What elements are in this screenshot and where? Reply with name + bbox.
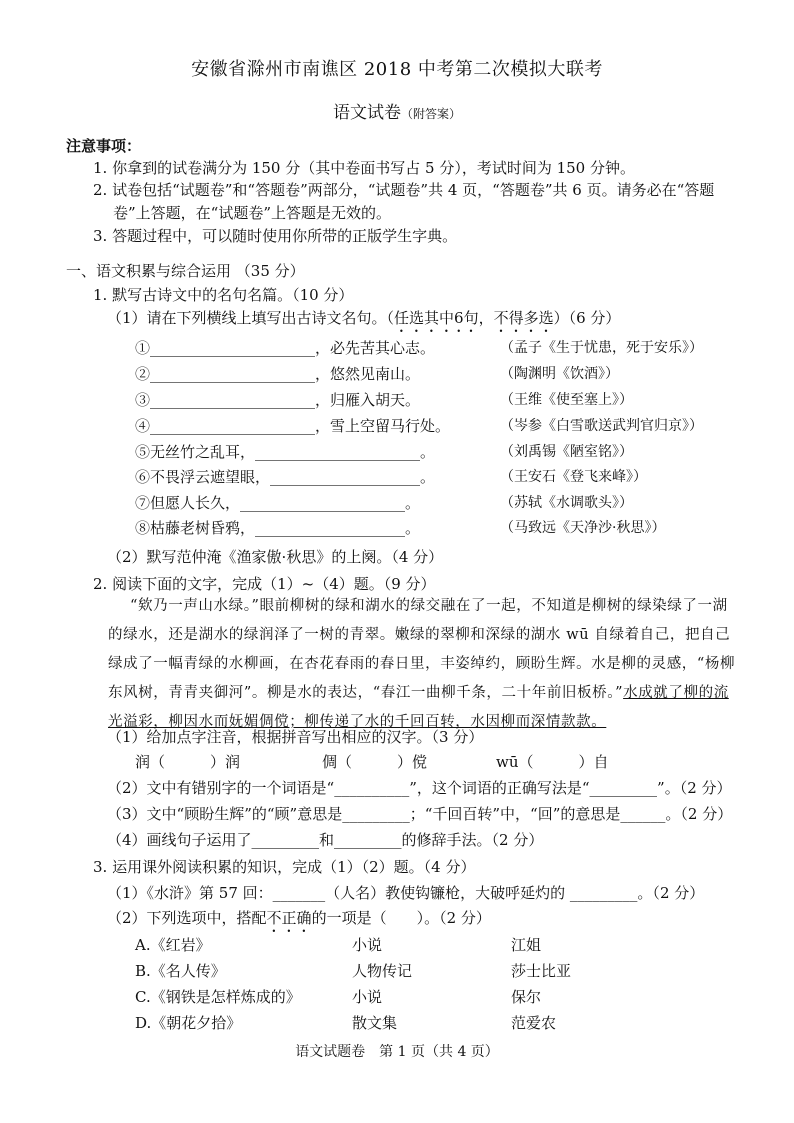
option-c-figure: 保尔 [511, 988, 542, 1006]
poem-source-1: （孟子《生于忧患，死于安乐》） [500, 340, 703, 356]
notice-heading: 注意事项： [66, 137, 142, 155]
question-1-1 [107, 308, 620, 336]
option-a-title: A.《红岩》 [135, 936, 211, 954]
poem-line-4: ④______________________，雪上空留马行处。 [135, 417, 451, 435]
poem-source-4: （岑参《白雪歌送武判官归京》） [500, 418, 703, 434]
option-c-title: C.《钢铁是怎样炼成的》 [135, 988, 301, 1006]
option-c-genre: 小说 [352, 988, 383, 1006]
q3-2-prefix: （2）下列选项中，搭配 [107, 909, 267, 927]
pinyin-item-1: 润（ ）润 [135, 753, 241, 771]
option-d-genre: 散文集 [352, 1014, 398, 1032]
option-b-genre: 人物传记 [352, 962, 413, 980]
option-d-title: D.《朝花夕拾》 [135, 1014, 242, 1032]
poem-source-6: （王安石《登飞来峰》） [500, 469, 647, 485]
poem-source-3: （王维《使至塞上》） [500, 392, 633, 408]
q1-1-emphasis: 任选其中6句，不得多选 [394, 309, 554, 327]
question-2: 2. 阅读下面的文字，完成（1）~（4）题。（9 分） [93, 575, 436, 593]
poem-line-7: ⑦但愿人长久，______________________。 [135, 494, 421, 512]
poem-line-5: ⑤无丝竹之乱耳，______________________。 [135, 443, 436, 461]
pinyin-item-2: 倜（ ）傥 [322, 753, 428, 771]
passage-text: “欸乃一声山水绿。”眼前柳树的绿和湖水的绿交融在了一起，不知道是柳树的绿染绿了一湖的绿水，还是湖水的绿润泽了一树的青翠。嫩绿的翠柳和深绿的湖水 wū 自绿着自己，把自己绿成了一幅青绿的水柳画，在杏花春雨的春日里，丰姿绰约，顾盼生辉。水是柳的灵感，“杨柳东风树，青青夹御河”。柳是水的表达，“春江一曲柳千条，二十年前旧板桥。” [108, 598, 736, 701]
exam-title: 安徽省滁州市南谯区 2018 中考第二次模拟大联考 [191, 59, 603, 80]
option-b-figure: 莎士比亚 [511, 962, 572, 980]
option-b-title: B.《名人传》 [135, 962, 226, 980]
question-2-2: （2）文中有错别字的一个词语是“__________”，这个词语的正确写法是“_________”。（2 分） [107, 779, 732, 797]
question-2-1: （1）给加点字注音，根据拼音写出相应的汉字。（3 分） [107, 728, 484, 746]
subtitle-note: （附答案） [400, 107, 461, 121]
question-2-3: （3）文中“顾盼生辉”的“顾”意思是_________；“千回百转”中，“回”的意思是______。（2 分） [107, 805, 733, 823]
notice-item-2-cont: 卷”上答题，在“试题卷”上答题是无效的。 [113, 204, 392, 222]
poem-line-2: ②______________________，悠然见南山。 [135, 365, 421, 383]
option-d-figure: 范爱农 [511, 1014, 557, 1032]
question-2-4: （4）画线句子运用了_________和_________的修辞手法。（2 分） [107, 831, 544, 849]
notice-item-3: 3. 答题过程中，可以随时使用你所带的正版学生字典。 [93, 227, 458, 245]
question-3: 3. 运用课外阅读积累的知识，完成（1）（2）题。（4 分） [93, 858, 476, 876]
exam-subtitle [0, 103, 794, 124]
poem-line-6: ⑥不畏浮云遮望眼，____________________。 [135, 468, 436, 486]
q1-1-suffix: ）（6 分） [553, 309, 621, 327]
notice-item-2: 2. 试卷包括“试题卷”和“答题卷”两部分，“试题卷”共 4 页，“答题卷”共 6 页。请务必在“答题 [93, 181, 715, 199]
poem-line-1: ①______________________，必先苦其心志。 [135, 339, 436, 357]
question-3-1: （1）《水浒》第 57 回：_______（人名）教使钩镰枪，大破呼延灼的 _________。（2 分） [107, 884, 705, 902]
poem-source-5: （刘禹锡《陋室铭》） [500, 444, 633, 460]
q3-2-suffix: 的一项是（ ）。（2 分） [311, 909, 491, 927]
passage-underlined-sentence: 水成就了柳的流光溢彩，柳因水而妩媚倜傥；柳传递了水的千回百转，水因柳而深情款款。 [108, 685, 729, 730]
question-3-2 [107, 908, 491, 936]
option-a-figure: 江姐 [511, 936, 542, 954]
section-1-heading: 一、语文积累与综合运用 （35 分） [66, 262, 305, 280]
reading-passage [108, 592, 738, 737]
q1-1-prefix: （1）请在下列横线上填写出古诗文名句。（ [107, 309, 395, 327]
question-1-2: （2）默写范仲淹《渔家傲·秋思》的上阕。（4 分） [107, 548, 444, 566]
poem-source-7: （苏轼《水调歌头》） [500, 495, 633, 511]
poem-line-8: ⑧枯藤老树昏鸦，____________________。 [135, 519, 421, 537]
option-a-genre: 小说 [352, 936, 383, 954]
pinyin-item-3: wū（ ）自 [496, 753, 609, 771]
question-1: 1. 默写古诗文中的名句名篇。（10 分） [93, 286, 354, 304]
notice-item-1: 1. 你拿到的试卷满分为 150 分（其中卷面书写占 5 分），考试时间为 150 分钟。 [93, 159, 635, 177]
page-footer: 语文试题卷 第 1 页（共 4 页） [295, 1044, 499, 1060]
poem-source-2: （陶渊明《饮酒》） [500, 366, 619, 382]
subtitle-text: 语文试卷 [332, 103, 401, 123]
q3-2-emphasis: 不正确 [266, 909, 312, 927]
poem-line-3: ③______________________，归雁入胡天。 [135, 391, 421, 409]
poem-source-8: （马致远《天净沙·秋思》） [500, 520, 666, 536]
